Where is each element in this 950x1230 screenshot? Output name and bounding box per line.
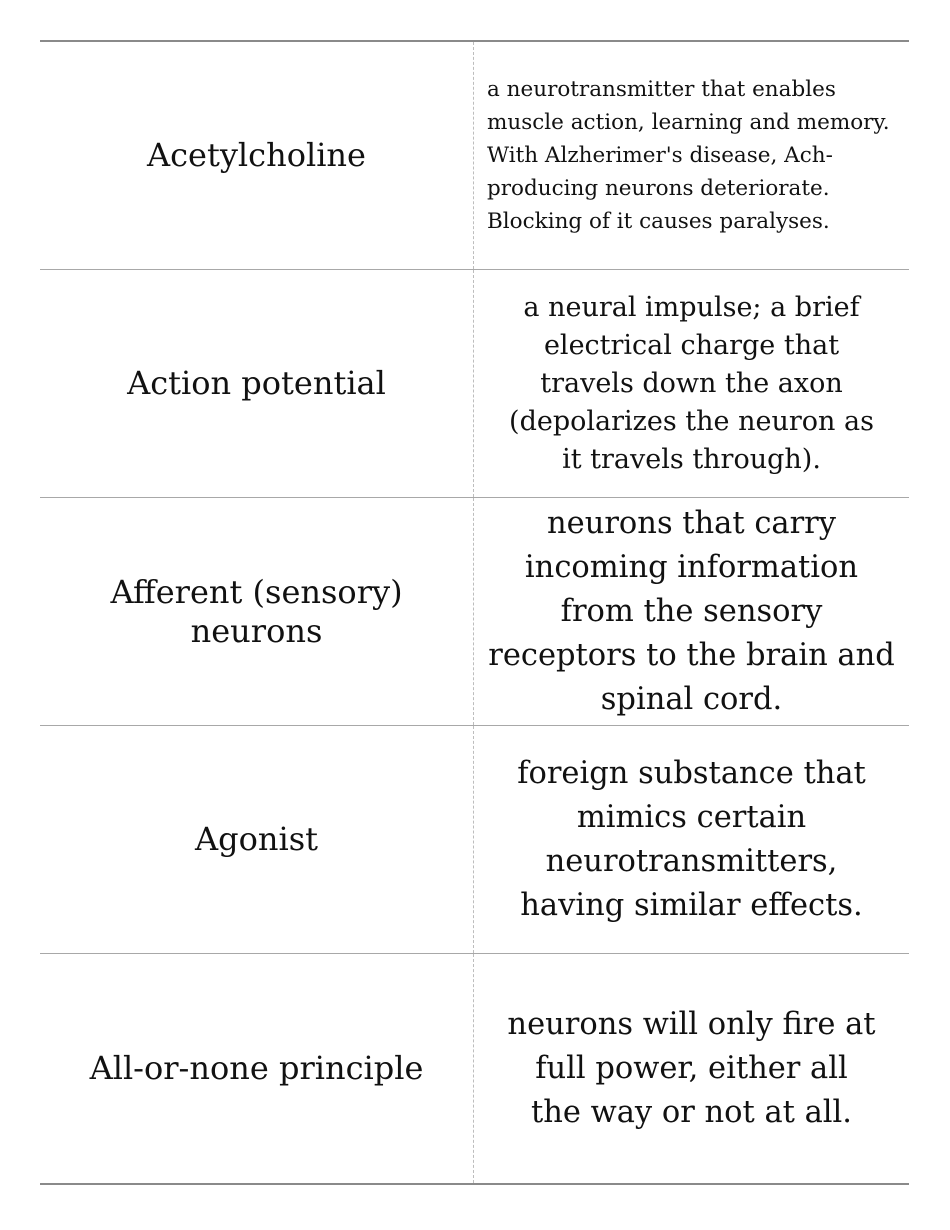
definition-text: neurons that carry incoming information from the sensory receptors to the brain and spinal cord. (488, 505, 895, 717)
definition-text: neurons will only fire at full power, either all the way or not at all. (507, 1006, 876, 1130)
flashcard-row (40, 498, 909, 726)
term-cell (40, 498, 474, 725)
term-text: Afferent (sensory) neurons (110, 573, 403, 650)
term-cell (40, 42, 474, 269)
definition-cell (474, 270, 909, 497)
term-text: Acetylcholine (147, 136, 366, 175)
definition-cell (474, 954, 909, 1183)
definition-cell (474, 42, 909, 269)
flashcard-sheet (40, 40, 909, 1185)
term-text: Agonist (195, 820, 318, 859)
definition-cell (474, 726, 909, 953)
flashcard-row (40, 270, 909, 498)
flashcard-row (40, 42, 909, 270)
flashcard-row (40, 954, 909, 1185)
flashcard-row (40, 726, 909, 954)
definition-text: a neural impulse; a brief electrical charge that travels down the axon (depolarizes the neuron as it travels through). (509, 291, 874, 475)
term-cell (40, 954, 474, 1183)
term-text: All-or-none principle (89, 1049, 424, 1088)
definition-text: foreign substance that mimics certain neurotransmitters, having similar effects. (517, 755, 866, 923)
definition-cell (474, 498, 909, 725)
term-text: Action potential (127, 364, 386, 403)
term-cell (40, 726, 474, 953)
definition-text: a neurotransmitter that enables muscle action, learning and memory. With Alzherimer's disease, Ach-producing neurons deteriorate. Blocking of it causes paralyses. (487, 77, 890, 234)
term-cell (40, 270, 474, 497)
